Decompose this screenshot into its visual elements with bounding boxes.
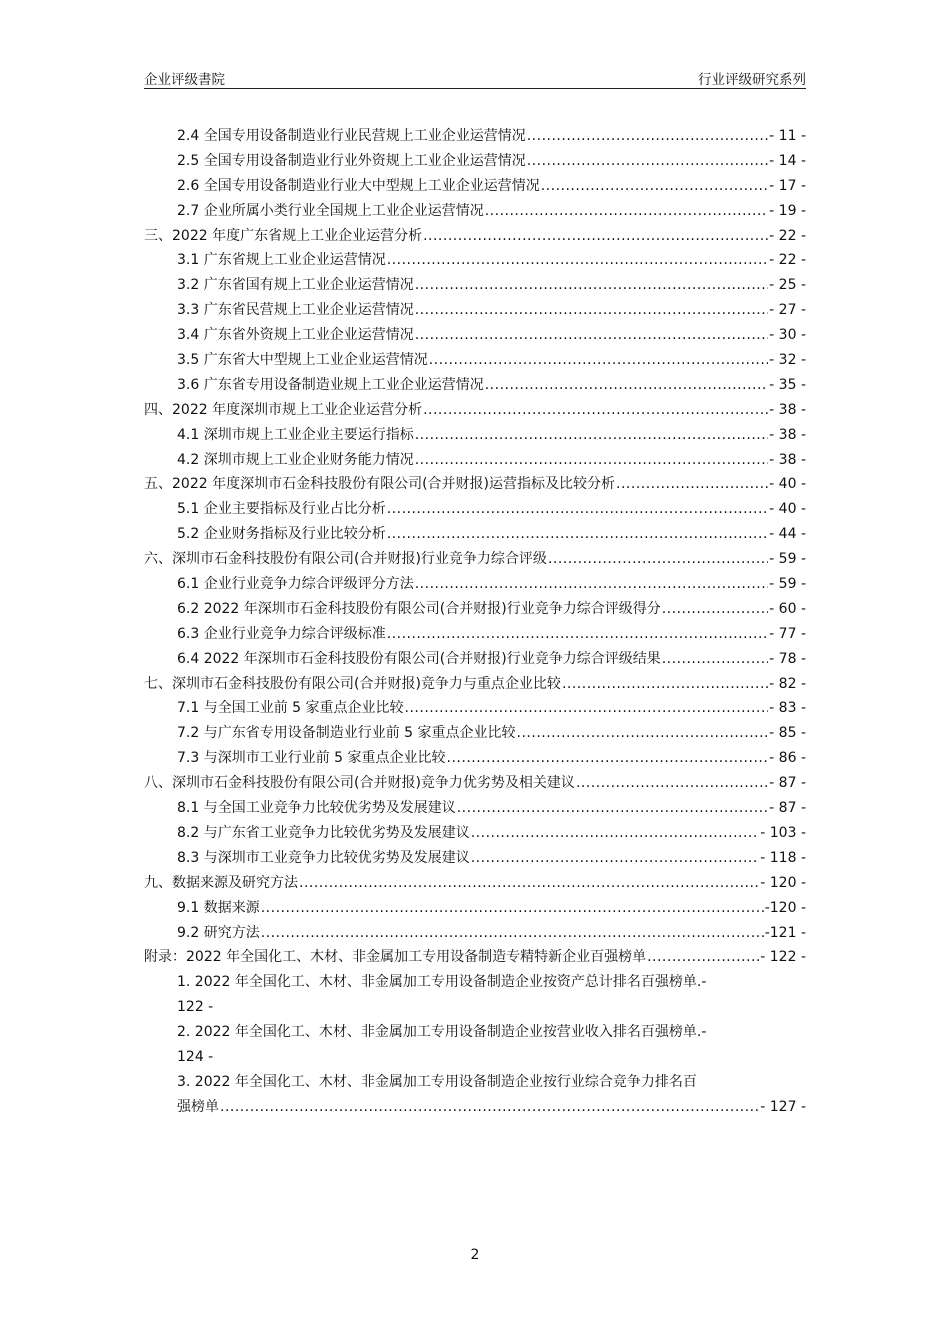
- toc-leader-dots: [387, 248, 768, 273]
- toc-entry-title: 3.6 广东省专用设备制造业规上工业企业运营情况: [177, 376, 484, 393]
- toc-entry-page: - 19 -: [769, 202, 806, 219]
- toc-entry[interactable]: [144, 248, 806, 273]
- toc-entry[interactable]: [144, 149, 806, 174]
- toc-entry-title: 四、2022 年度深圳市规上工业企业运营分析: [144, 401, 423, 418]
- toc-leader-dots: [415, 423, 768, 448]
- toc-entry-title: 九、数据来源及研究方法: [144, 874, 298, 891]
- header-left: 企业评级書院: [144, 72, 225, 88]
- toc-leader-dots: [387, 622, 768, 647]
- toc-entry-page: - 38 -: [769, 426, 806, 443]
- toc-entry-title: 4.1 深圳市规上工业企业主要运行指标: [177, 426, 414, 443]
- toc-entry-title: 3.4 广东省外资规上工业企业运营情况: [177, 327, 414, 344]
- toc-entry[interactable]: [144, 273, 806, 298]
- toc-entry-continuation: [177, 1095, 806, 1120]
- toc-entry-title-cont: 强榜单: [177, 1098, 219, 1115]
- toc-leader-dots: [471, 846, 760, 871]
- toc-leader-dots: [485, 373, 768, 398]
- toc-leader-dots: [429, 348, 768, 373]
- toc-entry-page: - 38 -: [769, 451, 806, 468]
- toc-leader-dots: [527, 124, 768, 149]
- toc-leader-dots: [415, 572, 768, 597]
- toc-leader-dots: [423, 224, 768, 249]
- toc-entry-page: - 38 -: [769, 401, 806, 418]
- toc-entry-page: - 40 -: [769, 476, 806, 493]
- toc-entry-page: - 30 -: [769, 327, 806, 344]
- toc-leader-dots: [541, 174, 768, 199]
- toc-entry[interactable]: [144, 373, 806, 398]
- toc-entry[interactable]: [144, 497, 806, 522]
- toc-entry-title: 9.2 研究方法: [177, 924, 260, 941]
- toc-entry-page: - 82 -: [769, 675, 806, 692]
- toc-entry-page: - 83 -: [769, 700, 806, 717]
- toc-entry[interactable]: [144, 771, 806, 796]
- toc-leader-dots: [576, 771, 768, 796]
- toc-entry-page: - 59 -: [769, 551, 806, 568]
- toc-leader-dots: [457, 796, 768, 821]
- toc-entry-page: - 17 -: [769, 177, 806, 194]
- toc-entry-title: 5.2 企业财务指标及行业比较分析: [177, 526, 386, 543]
- toc-entry-title: 3.5 广东省大中型规上工业企业运营情况: [177, 352, 428, 369]
- toc-entry-page: - 22 -: [769, 227, 806, 244]
- toc-entry[interactable]: [144, 323, 806, 348]
- toc-entry-page: - 78 -: [769, 650, 806, 667]
- toc-entry-title: 六、深圳市石金科技股份有限公司(合并财报)行业竞争力综合评级: [144, 551, 547, 568]
- toc-entry-title: 附录：2022 年全国化工、木材、非金属加工专用设备制造专精特新企业百强榜单: [144, 949, 647, 966]
- toc-entry-page: - 32 -: [769, 352, 806, 369]
- toc-entry-title: 2. 2022 年全国化工、木材、非金属加工专用设备制造企业按营业收入排名百强榜单.-: [177, 1024, 707, 1041]
- toc-leader-dots: [261, 896, 764, 921]
- toc-leader-dots: [527, 149, 768, 174]
- toc-entry[interactable]: [144, 572, 806, 597]
- toc-entry[interactable]: [144, 721, 806, 746]
- toc-entry-page: - 40 -: [769, 501, 806, 518]
- toc-entry[interactable]: [144, 298, 806, 323]
- page-header: [144, 66, 806, 89]
- toc-entry[interactable]: [144, 796, 806, 821]
- toc-entry[interactable]: [144, 672, 806, 697]
- toc-entry[interactable]: [144, 199, 806, 224]
- toc-entry[interactable]: [144, 472, 806, 497]
- toc-entry-page: -121 -: [764, 924, 806, 941]
- toc-leader-dots: [485, 199, 768, 224]
- toc-entry-page: - 103 -: [760, 824, 806, 841]
- toc-entry-page: - 60 -: [769, 600, 806, 617]
- table-of-contents: [144, 124, 806, 1120]
- toc-entry-wrapped[interactable]: [144, 1070, 806, 1120]
- toc-entry[interactable]: [144, 821, 806, 846]
- toc-entry-page: - 35 -: [769, 376, 806, 393]
- toc-entry-title: 三、2022 年度广东省规上工业企业运营分析: [144, 227, 423, 244]
- toc-entry-title: 2.5 全国专用设备制造业行业外资规上工业企业运营情况: [177, 152, 526, 169]
- toc-entry[interactable]: [144, 174, 806, 199]
- page-number: 2: [470, 1247, 480, 1263]
- toc-entry[interactable]: [144, 547, 806, 572]
- toc-leader-dots: [415, 323, 768, 348]
- toc-entry-title: 2.4 全国专用设备制造业行业民营规上工业企业运营情况: [177, 128, 526, 144]
- toc-entry-title: 1. 2022 年全国化工、木材、非金属加工专用设备制造企业按资产总计排名百强榜单.-: [177, 974, 707, 991]
- toc-leader-dots: [299, 871, 759, 896]
- toc-entry-page: - 11 -: [769, 128, 806, 144]
- toc-entry-page: - 14 -: [769, 152, 806, 169]
- toc-entry-page: - 85 -: [769, 725, 806, 742]
- toc-entry-title: 七、深圳市石金科技股份有限公司(合并财报)竞争力与重点企业比较: [144, 675, 561, 692]
- toc-entry-page: - 77 -: [769, 625, 806, 642]
- toc-entry-title: 6.3 企业行业竞争力综合评级标准: [177, 625, 386, 642]
- toc-leader-dots: [415, 273, 768, 298]
- toc-entry-page: - 59 -: [769, 576, 806, 593]
- toc-leader-dots: [415, 448, 768, 473]
- toc-entry-title: 3.2 广东省国有规上工业企业运营情况: [177, 277, 414, 294]
- toc-entry-title: 五、2022 年度深圳市石金科技股份有限公司(合并财报)运营指标及比较分析: [144, 476, 616, 493]
- toc-entry[interactable]: [144, 423, 806, 448]
- toc-entry[interactable]: [144, 945, 806, 970]
- toc-entry[interactable]: [144, 398, 806, 423]
- toc-entry-wrapped[interactable]: [144, 1020, 806, 1070]
- toc-leader-dots: [220, 1095, 759, 1120]
- toc-leader-dots: [517, 721, 769, 746]
- toc-entry[interactable]: [144, 647, 806, 672]
- toc-entry-title: 八、深圳市石金科技股份有限公司(合并财报)竞争力优劣势及相关建议: [144, 775, 575, 792]
- toc-entry[interactable]: [144, 622, 806, 647]
- toc-leader-dots: [387, 497, 768, 522]
- header-right: 行业评级研究系列: [698, 72, 806, 88]
- toc-leader-dots: [562, 672, 768, 697]
- toc-entry-title: 7.2 与广东省专用设备制造业行业前 5 家重点企业比较: [177, 725, 516, 742]
- toc-entry-title: 9.1 数据来源: [177, 899, 260, 916]
- toc-entry-page: - 22 -: [769, 252, 806, 269]
- toc-entry-page: - 87 -: [769, 800, 806, 817]
- toc-leader-dots: [662, 597, 768, 622]
- toc-leader-dots: [616, 472, 768, 497]
- toc-entry-page: - 27 -: [769, 302, 806, 319]
- toc-entry-page: - 44 -: [769, 526, 806, 543]
- toc-entry-page: - 127 -: [760, 1098, 806, 1115]
- toc-entry[interactable]: [144, 348, 806, 373]
- toc-entry[interactable]: [144, 921, 806, 946]
- toc-entry-title: 7.1 与全国工业前 5 家重点企业比较: [177, 700, 404, 717]
- toc-entry[interactable]: [144, 597, 806, 622]
- toc-entry[interactable]: [144, 896, 806, 921]
- toc-entry-title: 3.1 广东省规上工业企业运营情况: [177, 252, 386, 269]
- toc-entry-title: 4.2 深圳市规上工业企业财务能力情况: [177, 451, 414, 468]
- toc-leader-dots: [471, 821, 760, 846]
- toc-entry-wrapped[interactable]: [144, 970, 806, 1020]
- toc-entry-title: 5.1 企业主要指标及行业占比分析: [177, 501, 386, 518]
- toc-entry[interactable]: [144, 846, 806, 871]
- toc-leader-dots: [387, 522, 768, 547]
- toc-leader-dots: [423, 398, 768, 423]
- toc-entry-title: 6.2 2022 年深圳市石金科技股份有限公司(合并财报)行业竞争力综合评级得分: [177, 600, 661, 617]
- toc-entry[interactable]: [144, 124, 806, 149]
- toc-leader-dots: [447, 746, 769, 771]
- toc-entry-page: - 87 -: [769, 775, 806, 792]
- toc-entry[interactable]: [144, 871, 806, 896]
- toc-entry-title: 6.1 企业行业竞争力综合评级评分方法: [177, 576, 414, 593]
- toc-entry-page: - 118 -: [760, 849, 806, 866]
- toc-entry-page: - 25 -: [769, 277, 806, 294]
- toc-entry-title: 7.3 与深圳市工业行业前 5 家重点企业比较: [177, 750, 446, 767]
- toc-entry-title: 3.3 广东省民营规上工业企业运营情况: [177, 302, 414, 319]
- toc-leader-dots: [405, 696, 769, 721]
- toc-entry-page: - 122 -: [760, 949, 806, 966]
- toc-entry[interactable]: [144, 522, 806, 547]
- toc-entry-title: 8.2 与广东省工业竞争力比较优劣势及发展建议: [177, 824, 470, 841]
- toc-entry-page: 122 -: [177, 999, 214, 1016]
- toc-entry[interactable]: [144, 448, 806, 473]
- toc-entry-page: - 86 -: [769, 750, 806, 767]
- toc-entry-title: 3. 2022 年全国化工、木材、非金属加工专用设备制造企业按行业综合竞争力排名百: [177, 1073, 697, 1090]
- toc-entry[interactable]: [144, 696, 806, 721]
- toc-entry-page: - 120 -: [760, 874, 806, 891]
- toc-entry-title: 6.4 2022 年深圳市石金科技股份有限公司(合并财报)行业竞争力综合评级结果: [177, 650, 661, 667]
- toc-entry-title: 2.6 全国专用设备制造业行业大中型规上工业企业运营情况: [177, 177, 540, 194]
- toc-entry-title: 2.7 企业所属小类行业全国规上工业企业运营情况: [177, 202, 484, 219]
- toc-leader-dots: [647, 945, 759, 970]
- toc-entry-title: 8.3 与深圳市工业竞争力比较优劣势及发展建议: [177, 849, 470, 866]
- toc-leader-dots: [548, 547, 768, 572]
- toc-entry-title: 8.1 与全国工业竞争力比较优劣势及发展建议: [177, 800, 456, 817]
- toc-leader-dots: [662, 647, 768, 672]
- toc-leader-dots: [261, 921, 764, 946]
- toc-entry-page: 124 -: [177, 1048, 214, 1065]
- toc-entry[interactable]: [144, 224, 806, 249]
- toc-entry-page: -120 -: [764, 899, 806, 916]
- toc-entry[interactable]: [144, 746, 806, 771]
- toc-leader-dots: [415, 298, 768, 323]
